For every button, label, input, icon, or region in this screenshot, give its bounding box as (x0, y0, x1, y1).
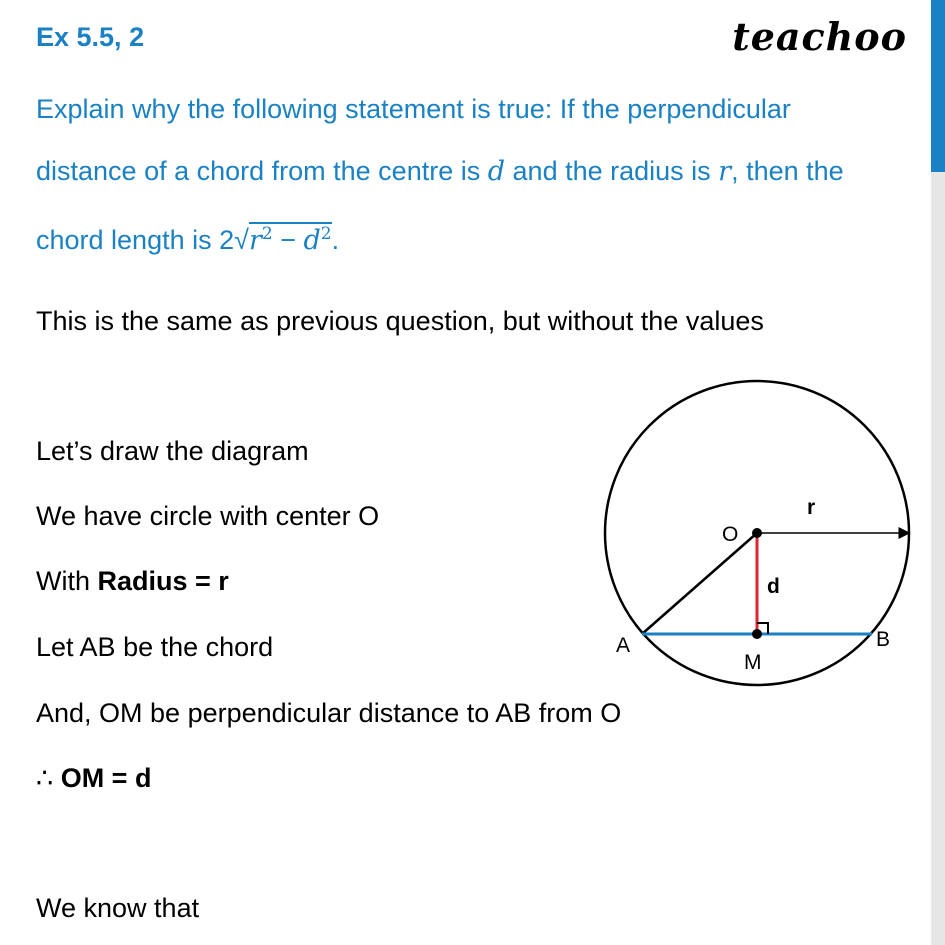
period: . (331, 225, 340, 255)
exponent: 2 (320, 224, 332, 244)
question-text (36, 78, 926, 272)
therefore-text (36, 763, 151, 794)
chord-text: Let AB be the chord (36, 632, 274, 662)
perpendicular-text: And, OM be perpendicular distance to AB from O (36, 698, 622, 728)
segment-OA (642, 533, 757, 634)
circle-diagram (590, 375, 930, 695)
question-line-3 (36, 203, 926, 272)
therefore-symbol: ∴ (36, 763, 61, 793)
know-text: We know that (36, 893, 200, 923)
label-B: B (876, 628, 891, 651)
intro-text: This is the same as previous question, but without the values (36, 306, 764, 336)
question-text-fragment: , then the (731, 156, 844, 186)
question-text-fragment: distance of a chord from the centre is (36, 156, 488, 186)
label-A: A (616, 634, 631, 657)
label-M: M (744, 651, 762, 674)
label-r: r (807, 496, 816, 519)
sqrt-var-r: r (248, 225, 262, 256)
sqrt-symbol: √ (234, 225, 249, 255)
radius-prefix: With (36, 566, 98, 596)
label-O: O (722, 523, 739, 546)
scrollbar-thumb[interactable] (931, 0, 945, 172)
question-line-2 (36, 140, 926, 203)
label-d: d (767, 575, 780, 598)
point-M (752, 629, 762, 639)
question-line-1: Explain why the following statement is true: If the perpendicular (36, 94, 791, 124)
brand-logo: teachoo (732, 14, 907, 59)
exponent: 2 (261, 224, 273, 244)
var-r: r (718, 156, 732, 187)
radius-bold: Radius = r (97, 566, 229, 596)
question-text-fragment: and the radius is (505, 156, 719, 186)
sqrt-var-d: d (303, 225, 321, 256)
sqrt-expression (249, 222, 332, 255)
draw-text: Let’s draw the diagram (36, 436, 309, 466)
point-O (752, 528, 762, 538)
question-text-fragment: chord length is 2 (36, 225, 235, 255)
var-d: d (487, 156, 506, 187)
therefore-bold: OM = d (60, 763, 152, 793)
center-text: We have circle with center O (36, 501, 380, 531)
exercise-heading: Ex 5.5, 2 (36, 22, 145, 52)
radius-text (36, 566, 229, 597)
minus-sign: − (272, 225, 304, 255)
